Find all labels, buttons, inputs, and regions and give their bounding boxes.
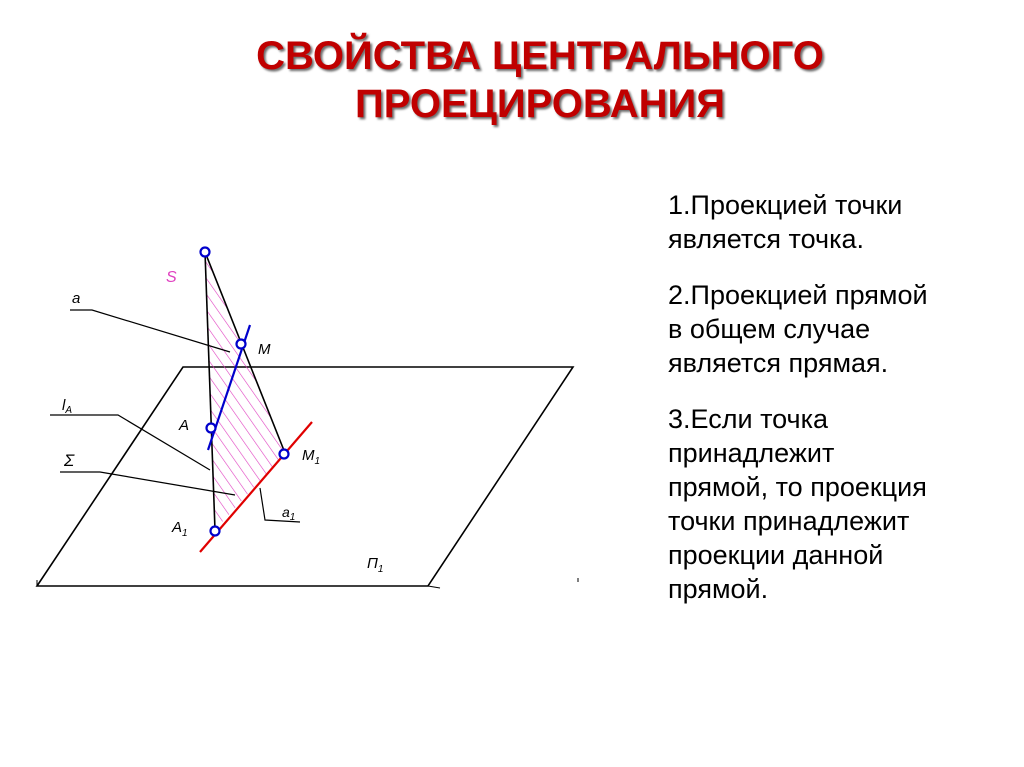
- property-1-line-1: [668, 188, 1013, 222]
- point-M: [237, 340, 246, 349]
- property-2-line-3: является прямая.: [668, 348, 889, 378]
- property-2-number: 2: [668, 280, 684, 310]
- label-A: A: [179, 417, 190, 434]
- label-a1-sub: 1: [289, 512, 296, 523]
- leader-sigma: [60, 472, 235, 495]
- label-P1: [367, 555, 383, 575]
- point-M1: [280, 450, 289, 459]
- label-lA-main: l: [62, 397, 66, 414]
- property-3-number: 3: [668, 404, 684, 434]
- property-3: [668, 402, 1013, 606]
- property-3-text-1: .Если точка: [683, 404, 829, 434]
- property-3-line-5: проекции данной: [668, 540, 884, 570]
- property-1-number: 1: [668, 190, 684, 220]
- property-2-line-2: в общем случае: [668, 314, 871, 344]
- property-1-text-1: .Проекцией точки: [683, 190, 903, 220]
- property-1-line-2: является точка.: [668, 224, 865, 254]
- label-sigma: Σ: [64, 451, 75, 470]
- label-A1: [171, 519, 188, 539]
- property-3-line-1: [668, 402, 1013, 436]
- property-3-line-6: прямой.: [668, 574, 769, 604]
- label-M1-main: M: [302, 447, 315, 464]
- label-M1: [302, 447, 320, 467]
- label-M: M: [258, 341, 271, 358]
- property-1: [668, 188, 1013, 256]
- plane-edge-right: [428, 586, 440, 588]
- property-3-line-3: прямой, то проекция: [668, 472, 927, 502]
- title-line-1: СВОЙСТВА ЦЕНТРАЛЬНОГО: [256, 34, 824, 78]
- property-3-line-4: точки принадлежит: [668, 506, 910, 536]
- point-A: [207, 424, 216, 433]
- property-3-line-2: принадлежит: [668, 438, 835, 468]
- label-A1-main: A: [172, 519, 183, 536]
- label-lA-sub: A: [65, 405, 73, 416]
- property-2-line-1: [668, 278, 1013, 312]
- label-lA: [62, 397, 72, 416]
- projecting-plane-sigma: [205, 252, 285, 530]
- label-a1: [282, 504, 295, 523]
- property-2-text-1: .Проекцией прямой: [683, 280, 928, 310]
- point-S: [201, 248, 210, 257]
- label-A1-sub: 1: [182, 528, 188, 539]
- projection-plane: [37, 367, 573, 586]
- leader-a: [70, 310, 230, 352]
- label-S: S: [166, 269, 177, 286]
- label-P1-main: П: [367, 555, 378, 572]
- title-line-2: ПРОЕЦИРОВАНИЯ: [354, 82, 726, 126]
- property-2: [668, 278, 1013, 380]
- label-M1-sub: 1: [314, 456, 321, 467]
- label-a: a: [72, 290, 81, 307]
- properties-list: [668, 188, 1013, 628]
- label-P1-sub: 1: [377, 564, 384, 575]
- point-A1: [211, 527, 220, 536]
- label-a1-main: a: [282, 504, 290, 520]
